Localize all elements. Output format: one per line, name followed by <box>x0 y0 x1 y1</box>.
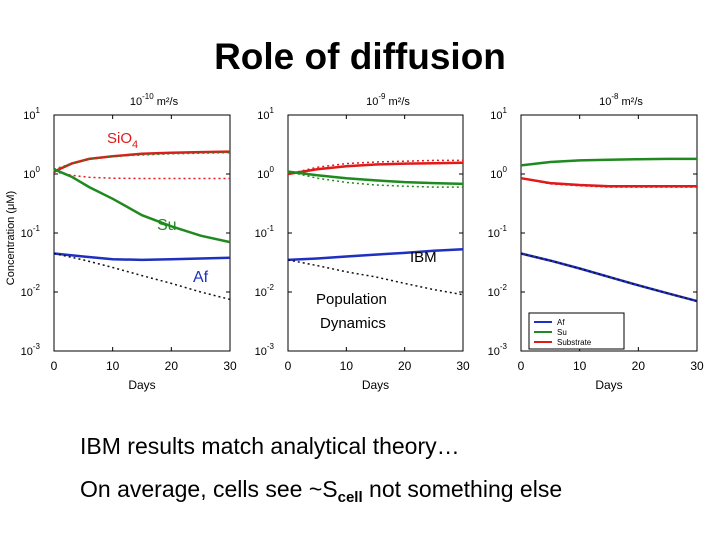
y-tick-label: $10^{-3}$ <box>254 342 274 358</box>
x-tick-label: 30 <box>456 359 470 373</box>
y-tick-label: $10^{-2}$ <box>254 283 274 299</box>
plot-frame-1 <box>54 115 230 351</box>
annotation-su: Su <box>157 217 177 234</box>
x-axis-label: Days <box>361 378 390 392</box>
x-tick-label: 20 <box>164 359 179 373</box>
y-tick-label: $10^{-2}$ <box>20 283 40 299</box>
y-tick-label: $10^0$ <box>257 165 274 181</box>
legend-label-af: Af <box>557 318 565 327</box>
y-tick-label: $10^0$ <box>490 165 507 181</box>
y-axis-label: Concentration (μM) <box>5 190 17 286</box>
x-axis-label: Days <box>595 378 623 392</box>
x-tick-label: 10 <box>572 359 587 373</box>
y-tick-label: $10^1$ <box>257 106 274 122</box>
x-tick-label: 20 <box>631 359 646 373</box>
panel-title: $10^{-8}$ m²/s <box>599 92 643 108</box>
legend-label-substrate: Substrate <box>557 338 592 347</box>
slide-title: Role of diffusion <box>214 36 506 77</box>
y-tick-label: $10^{-2}$ <box>487 283 507 299</box>
x-tick-label: 30 <box>690 359 704 373</box>
x-tick-label: 20 <box>397 359 412 373</box>
y-tick-label: $10^{-1}$ <box>487 224 507 240</box>
annotation-af: Af <box>193 269 209 286</box>
panel-title: $10^{-9}$ m²/s <box>366 92 410 108</box>
annotation-population: Population <box>316 291 387 308</box>
y-tick-label: $10^1$ <box>23 106 40 122</box>
x-tick-label: 10 <box>339 359 354 373</box>
x-axis-label: Days <box>128 378 156 392</box>
annotation-ibm: IBM <box>410 249 437 266</box>
series-line-blue-solid <box>288 249 463 260</box>
x-tick-label: 30 <box>223 359 237 373</box>
annotation-dynamics: Dynamics <box>320 315 386 332</box>
bullet-cells-subscript: cell <box>337 489 363 506</box>
y-tick-label: $10^{-1}$ <box>20 224 40 240</box>
series-line-black-dotted <box>288 260 463 295</box>
panel-title: $10^{-10}$ m²/s <box>129 92 179 108</box>
series-line-red-solid <box>521 178 697 186</box>
bullet-result <box>80 433 460 460</box>
series-line-green-solid <box>54 169 230 242</box>
bullet-cells <box>80 476 562 506</box>
x-tick-label: 0 <box>50 359 58 373</box>
y-tick-label: $10^{-3}$ <box>487 342 507 358</box>
series-line-red-dotted <box>54 172 230 179</box>
series-line-red-solid <box>54 152 230 172</box>
x-tick-label: 10 <box>105 359 120 373</box>
y-tick-label: $10^{-3}$ <box>20 342 40 358</box>
y-tick-label: $10^{-1}$ <box>254 224 274 240</box>
x-tick-label: 0 <box>517 359 525 373</box>
bullet-cells-prefix: On average, cells see ~S <box>80 476 338 502</box>
bullet-cells-suffix: not something else <box>362 476 563 502</box>
y-tick-label: $10^0$ <box>23 165 40 181</box>
legend-label-su: Su <box>557 328 567 337</box>
annotation-sio4: SiO$_4$ <box>107 130 139 151</box>
bullet-result-text: IBM results match analytical theory… <box>80 433 460 459</box>
y-tick-label: $10^1$ <box>490 106 507 122</box>
x-tick-label: 0 <box>284 359 292 373</box>
